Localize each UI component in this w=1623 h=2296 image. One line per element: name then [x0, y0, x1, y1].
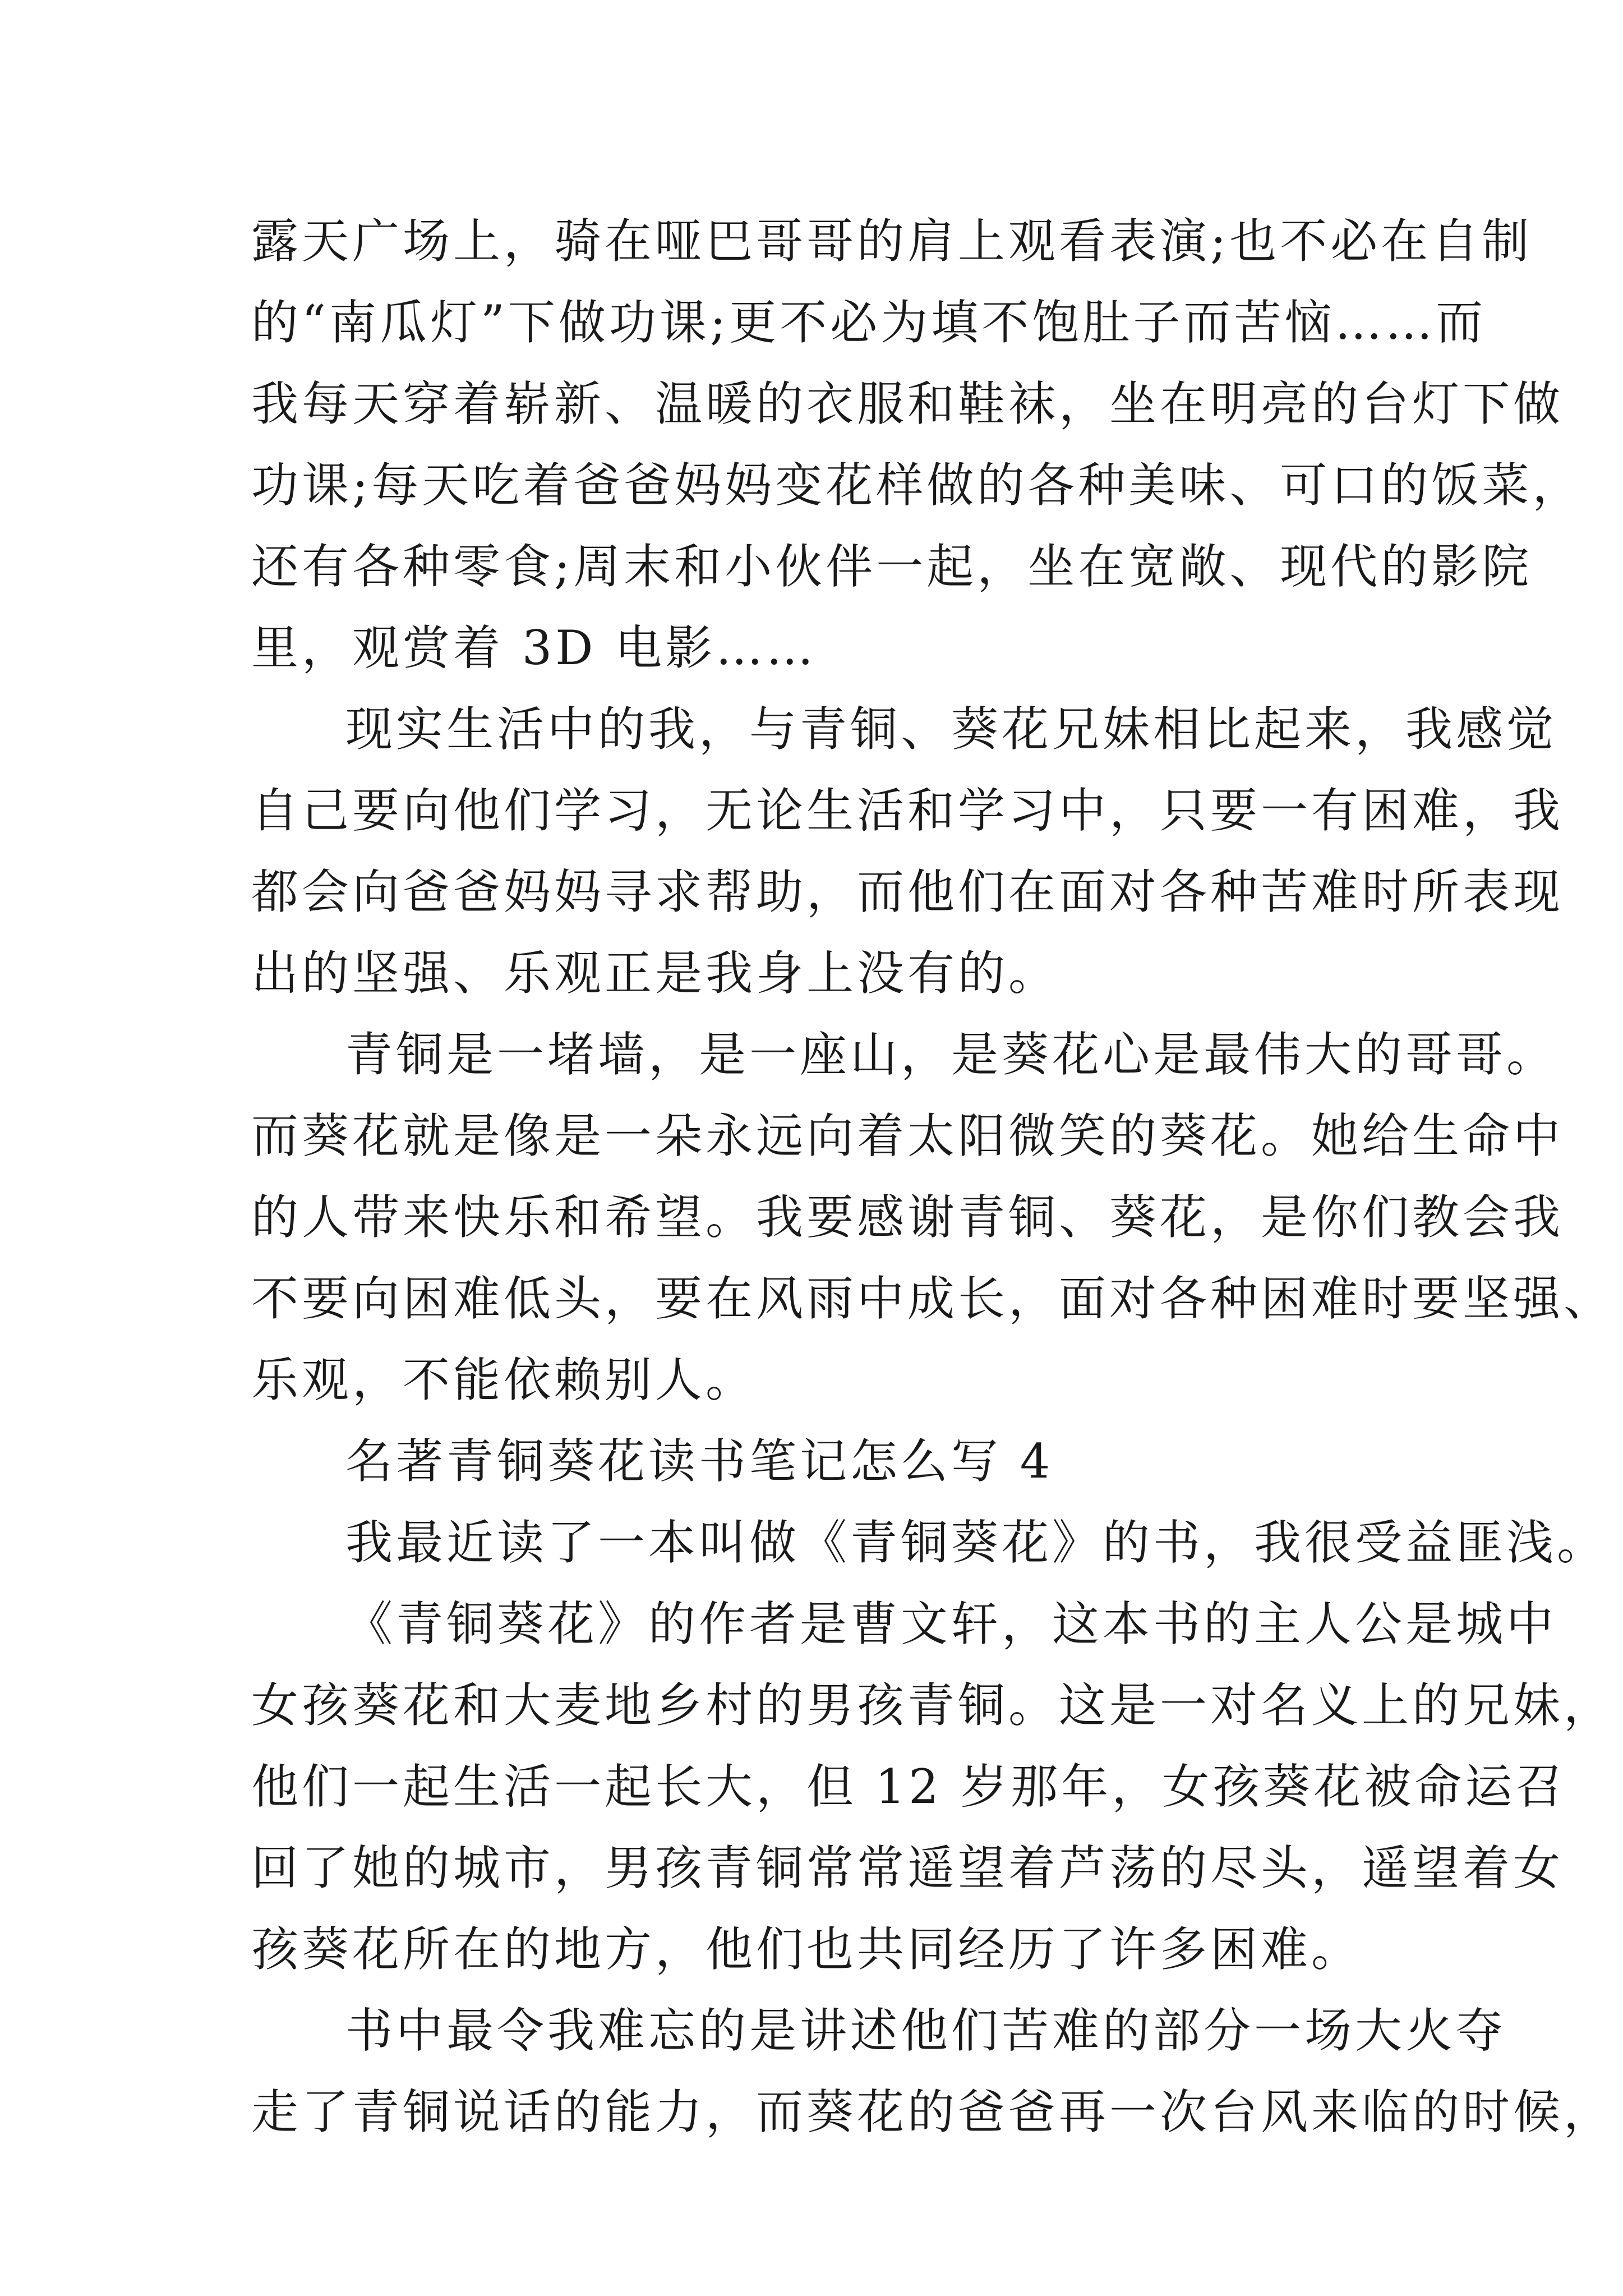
paragraph-first-line: 书中最令我难忘的是讲述他们苦难的部分一场大火夺	[345, 2003, 1507, 2058]
text-line: 乐观，不能依赖别人。	[251, 1352, 757, 1407]
text-line: 的人带来快乐和希望。我要感谢青铜、葵花，是你们教会我	[251, 1190, 1564, 1245]
text-line: 不要向困难低头，要在风雨中成长，面对各种困难时要坚强、	[251, 1271, 1615, 1326]
text-line: 我每天穿着崭新、温暖的衣服和鞋袜，坐在明亮的台灯下做	[251, 376, 1564, 431]
text-line: 孩葵花所在的地方，他们也共同经历了许多困难。	[251, 1922, 1362, 1977]
text-line: 走了青铜说话的能力，而葵花的爸爸再一次台风来临的时候，	[251, 2085, 1615, 2139]
body-text	[251, 201, 1615, 2153]
text-line: 自己要向他们学习，无论生活和学习中，只要一有困难，我	[251, 783, 1564, 838]
text-line: 都会向爸爸妈妈寻求帮助，而他们在面对各种苦难时所表现	[251, 864, 1564, 919]
text-line: 还有各种零食;周末和小伙伴一起，坐在宽敞、现代的影院	[251, 539, 1533, 594]
text-line: 露天广场上，骑在哑巴哥哥的肩上观看表演;也不必在自制	[251, 214, 1533, 269]
text-line: 里，观赏着 3D 电影……	[251, 620, 817, 675]
text-line: 他们一起生活一起长大，但 12 岁那年，女孩葵花被命运召	[251, 1759, 1566, 1814]
paragraph-first-line: 我最近读了一本叫做《青铜葵花》的书，我很受益匪浅。	[345, 1515, 1608, 1570]
paragraph-first-line: 青铜是一堵墙，是一座山，是葵花心是最伟大的哥哥。	[345, 1027, 1557, 1082]
text-line: 出的坚强、乐观正是我身上没有的。	[251, 946, 1059, 1001]
text-line: 功课;每天吃着爸爸妈妈变花样做的各种美味、可口的饭菜，	[251, 458, 1583, 513]
text-line: 女孩葵花和大麦地乡村的男孩青铜。这是一对名义上的兄妹，	[251, 1678, 1615, 1733]
section-heading: 名著青铜葵花读书笔记怎么写 4	[345, 1434, 1054, 1489]
text-line: 的“南瓜灯”下做功课;更不必为填不饱肚子而苦恼……而	[251, 295, 1487, 350]
text-line: 回了她的城市，男孩青铜常常遥望着芦荡的尽头，遥望着女	[251, 1841, 1564, 1895]
text-line: 而葵花就是像是一朵永远向着太阳微笑的葵花。她给生命中	[251, 1108, 1564, 1163]
paragraph-first-line: 现实生活中的我，与青铜、葵花兄妹相比起来，我感觉	[345, 702, 1557, 757]
paragraph-first-line: 《青铜葵花》的作者是曹文轩，这本书的主人公是城中	[345, 1596, 1557, 1651]
